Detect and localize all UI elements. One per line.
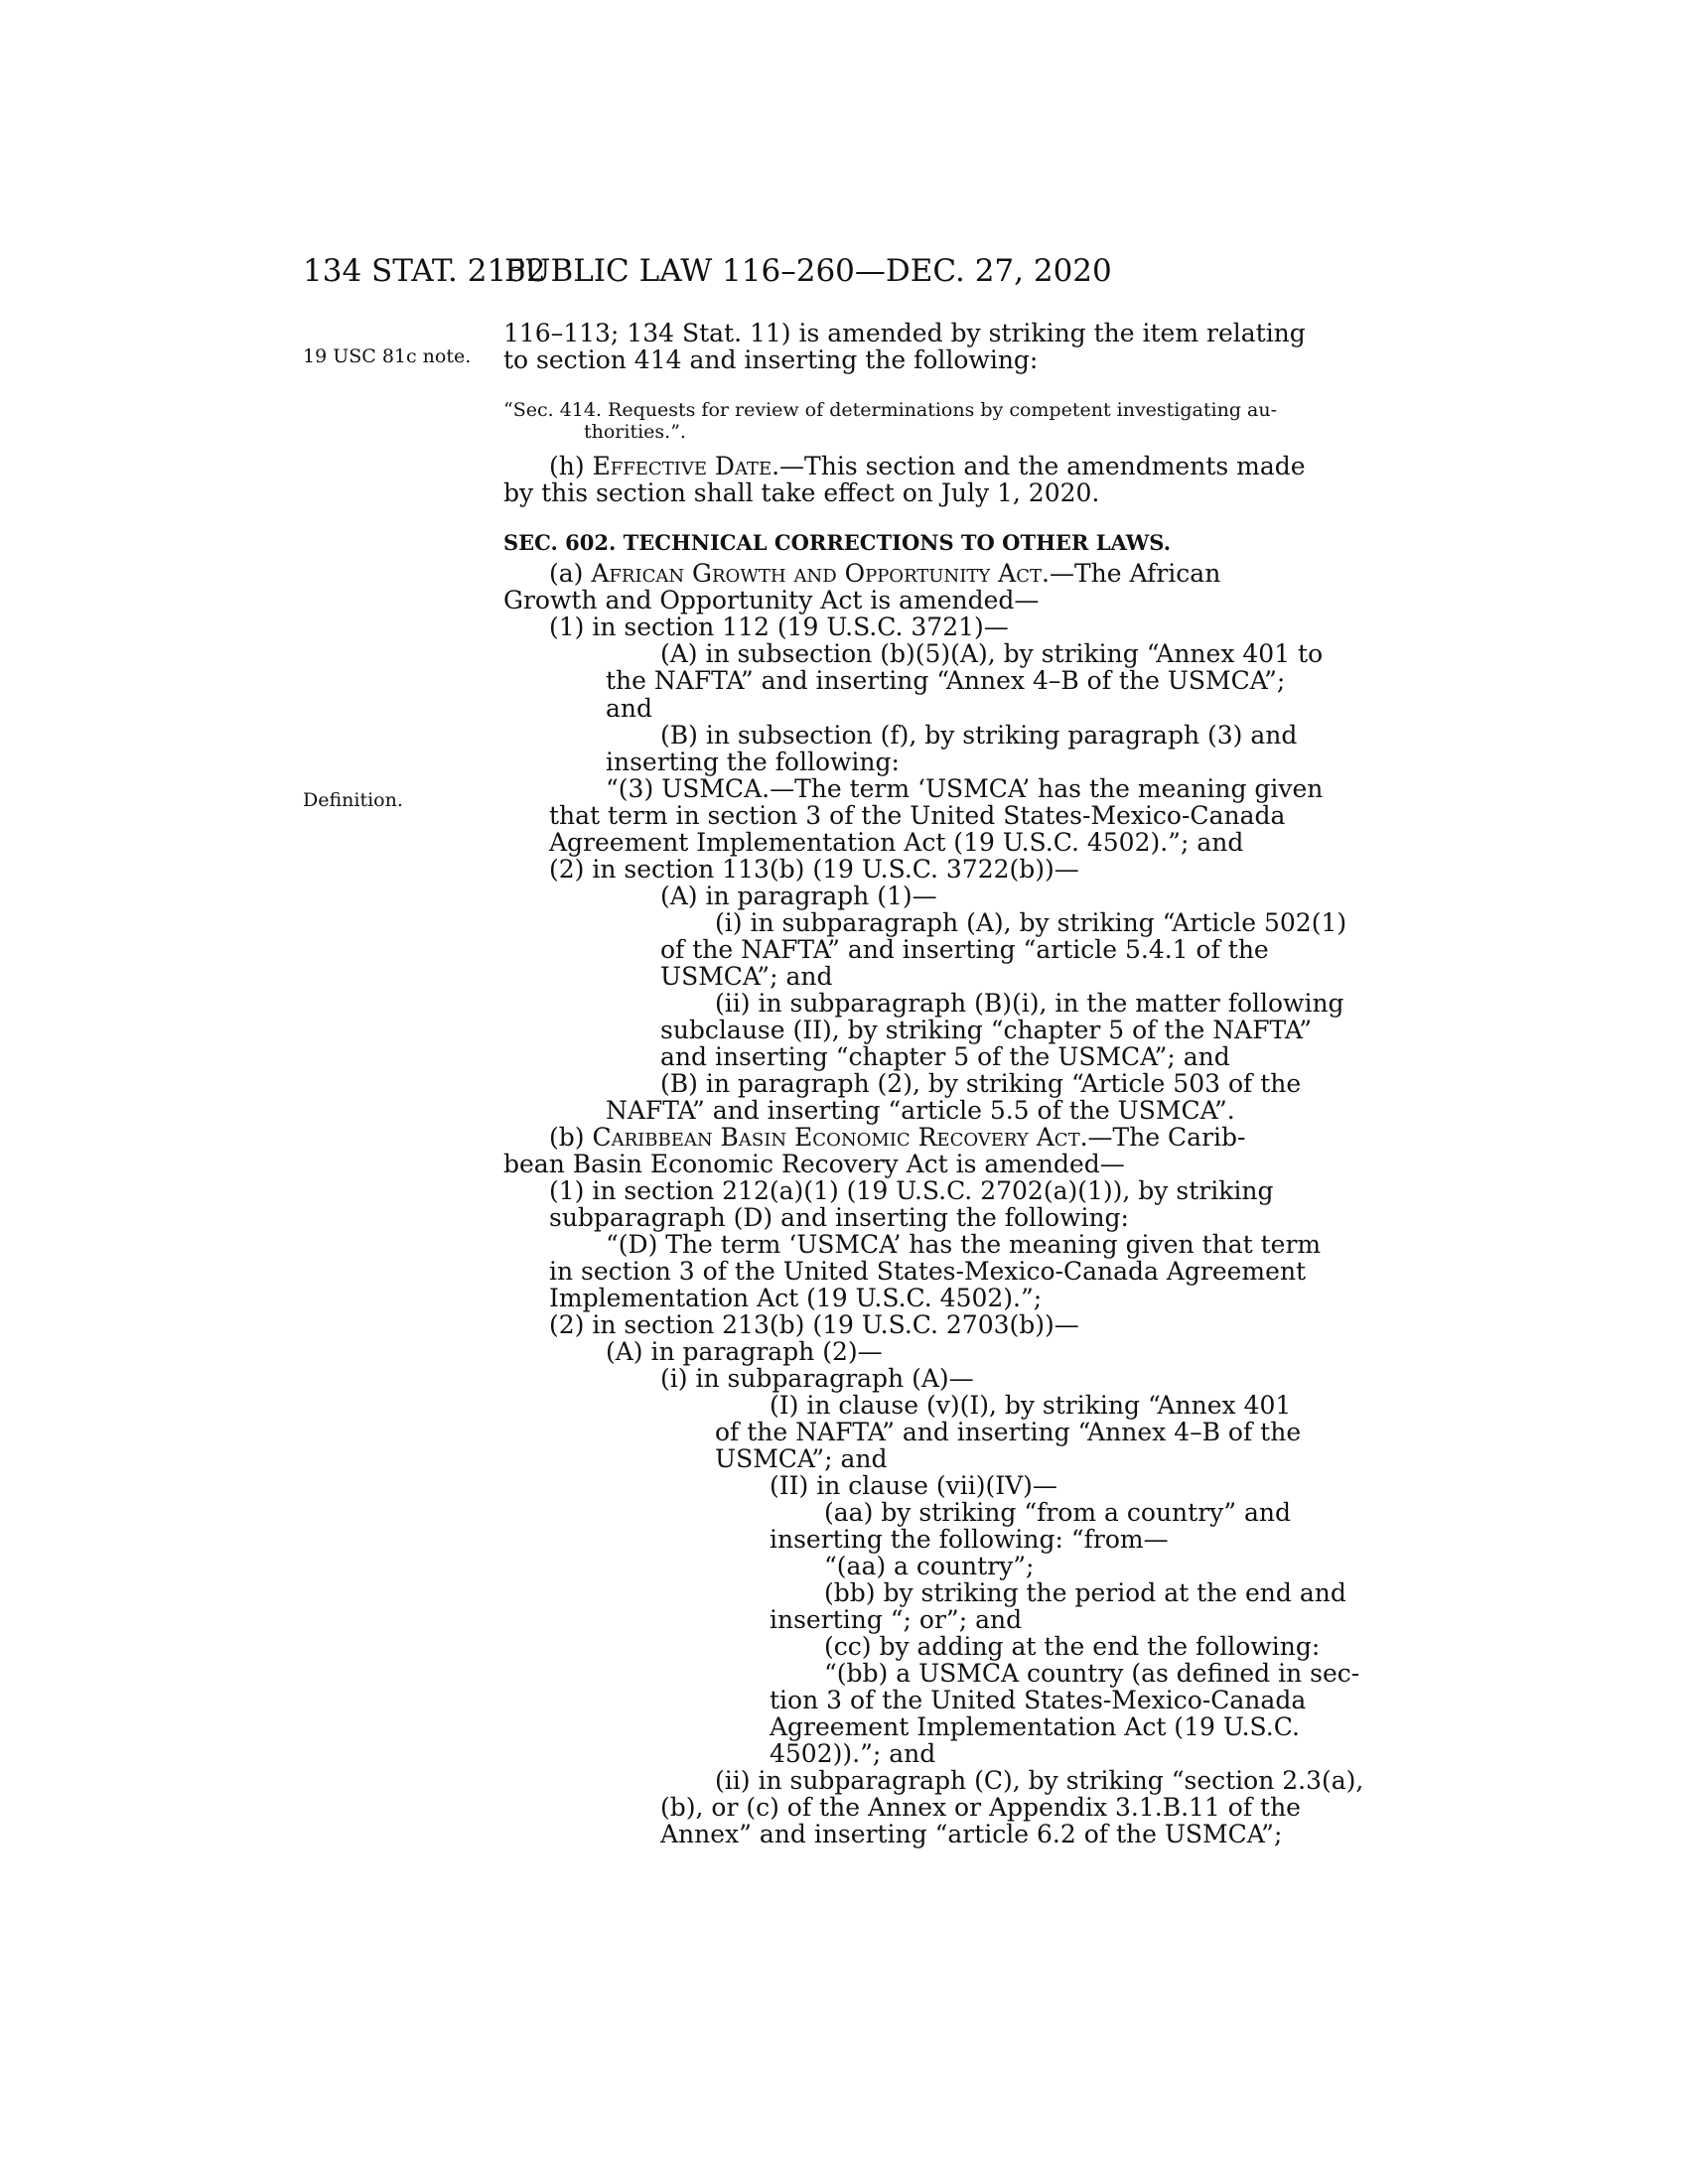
text-line: inserting the following: xyxy=(606,748,900,776)
subsection-b: (b) Caribbean Basin Economic Recovery Act.—The Carib- xyxy=(549,1123,1246,1152)
paragraph-h: (h) Effective Date.—This section and the amendments made xyxy=(549,452,1306,480)
text-line: (I) in clause (v)(I), by striking “Annex 401 xyxy=(770,1391,1292,1420)
text-line: the NAFTA” and inserting “Annex 4–B of the USMCA”; xyxy=(606,666,1286,695)
text-line: Agreement Implementation Act (19 U.S.C. 4502).”; and xyxy=(549,828,1244,857)
text-line: (i) in subparagraph (A)— xyxy=(660,1364,974,1393)
text-line: of the NAFTA” and inserting “article 5.4.1 of the xyxy=(660,935,1269,964)
text-line: “(D) The term ‘USMCA’ has the meaning given that term xyxy=(606,1230,1322,1259)
page-reference: 134 STAT. 2152 xyxy=(303,253,546,289)
text-line: (A) in subsection (b)(5)(A), by striking “Annex 401 to xyxy=(660,639,1324,668)
text-line: (A) in paragraph (1)— xyxy=(660,882,937,910)
margin-note-definition: Definition. xyxy=(303,789,403,811)
text-line: (1) in section 112 (19 U.S.C. 3721)— xyxy=(549,613,1009,641)
text-line: (2) in section 213(b) (19 U.S.C. 2703(b))— xyxy=(549,1310,1079,1339)
text-line: NAFTA” and inserting “article 5.5 of the USMCA”. xyxy=(606,1096,1235,1125)
text-line: “(bb) a USMCA country (as defined in sec- xyxy=(824,1659,1360,1688)
text-line: (b), or (c) of the Annex or Appendix 3.1.B.11 of the xyxy=(660,1793,1301,1822)
inserted-item-text: “Sec. 414. Requests for review of determinations by competent investigating au- xyxy=(503,399,1278,421)
text-line: (ii) in subparagraph (B)(i), in the matter following xyxy=(715,989,1344,1018)
text-line: bean Basin Economic Recovery Act is amended— xyxy=(503,1150,1125,1178)
text-line: (ii) in subparagraph (C), by striking “section 2.3(a), xyxy=(715,1766,1364,1795)
text-line: USMCA”; and xyxy=(660,962,833,991)
text-line: by this section shall take effect on July 1, 2020. xyxy=(503,478,1100,507)
inserted-item-text: thorities.”. xyxy=(584,421,686,443)
text-line: and xyxy=(606,694,653,723)
text-line: (cc) by adding at the end the following: xyxy=(824,1632,1321,1661)
text-line: (2) in section 113(b) (19 U.S.C. 3722(b))— xyxy=(549,855,1079,884)
text-line: subclause (II), by striking “chapter 5 of the NAFTA” xyxy=(660,1016,1313,1044)
text-line: (bb) by striking the period at the end and xyxy=(824,1578,1346,1607)
text-line: (II) in clause (vii)(IV)— xyxy=(770,1471,1057,1500)
section-heading: SEC. 602. TECHNICAL CORRECTIONS TO OTHER LAWS. xyxy=(503,530,1172,555)
text-line: that term in section 3 of the United States-Mexico-Canada xyxy=(549,801,1286,830)
text-line: tion 3 of the United States-Mexico-Canada xyxy=(770,1686,1307,1714)
text-line: Annex” and inserting “article 6.2 of the USMCA”; xyxy=(660,1820,1283,1848)
text-line: to section 414 and inserting the following: xyxy=(503,345,1039,374)
subsection-a: (a) African Growth and Opportunity Act.—The African xyxy=(549,559,1221,588)
text-line: of the NAFTA” and inserting “Annex 4–B of the xyxy=(715,1418,1302,1446)
text-line: 4502)).”; and xyxy=(770,1739,936,1768)
text-line: (aa) by striking “from a country” and xyxy=(824,1498,1292,1527)
text-line: (A) in paragraph (2)— xyxy=(606,1337,883,1366)
text-line: inserting “; or”; and xyxy=(770,1605,1023,1634)
margin-note-usc: 19 USC 81c note. xyxy=(303,345,472,367)
text-line: Agreement Implementation Act (19 U.S.C. xyxy=(770,1712,1300,1741)
text-line: and inserting “chapter 5 of the USMCA”; and xyxy=(660,1042,1230,1071)
text-line: “(aa) a country”; xyxy=(824,1552,1035,1580)
text-line: Growth and Opportunity Act is amended— xyxy=(503,586,1040,614)
text-line: (B) in paragraph (2), by striking “Article 503 of the xyxy=(660,1069,1302,1098)
page-title: PUBLIC LAW 116–260—DEC. 27, 2020 xyxy=(504,253,1112,289)
text-line: 116–113; 134 Stat. 11) is amended by striking the item relating xyxy=(503,319,1306,347)
text-line: (i) in subparagraph (A), by striking “Article 502(1) xyxy=(715,908,1347,937)
text-line: subparagraph (D) and inserting the following: xyxy=(549,1203,1129,1232)
text-line: (1) in section 212(a)(1) (19 U.S.C. 2702(a)(1)), by striking xyxy=(549,1176,1274,1205)
text-line: Implementation Act (19 U.S.C. 4502).”; xyxy=(549,1284,1043,1312)
text-line: inserting the following: “from— xyxy=(770,1525,1169,1554)
text-line: (B) in subsection (f), by striking paragraph (3) and xyxy=(660,721,1298,750)
text-line: “(3) USMCA.—The term ‘USMCA’ has the meaning given xyxy=(606,774,1324,803)
text-line: USMCA”; and xyxy=(715,1444,888,1473)
text-line: in section 3 of the United States-Mexico-Canada Agreement xyxy=(549,1257,1307,1286)
